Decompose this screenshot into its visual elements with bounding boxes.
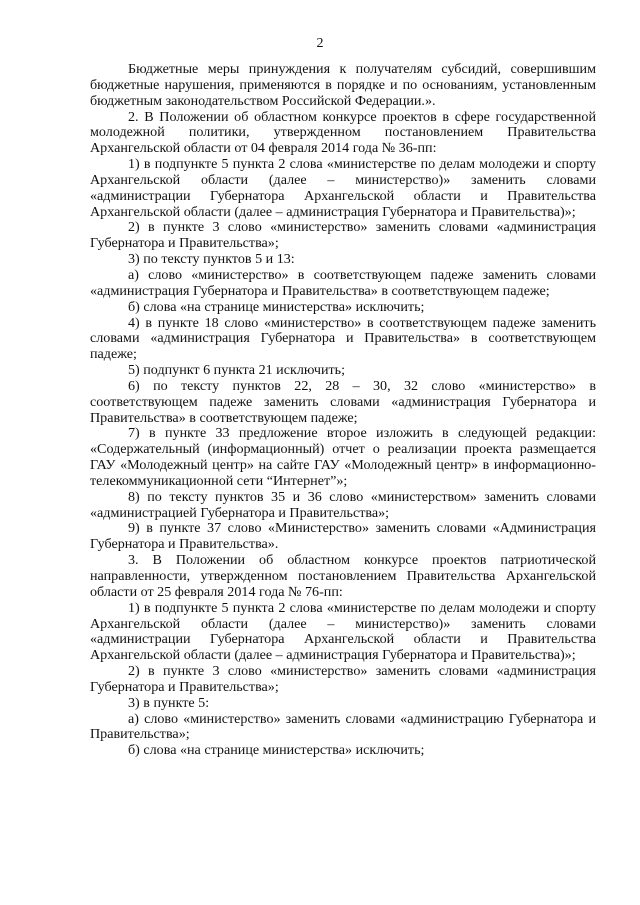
paragraph-2-item-4: 4) в пункте 18 слово «министерство» в соответствующем падеже заменить словами «администрация Губернатора и Правительства» в соответствующем падеже; — [90, 314, 596, 363]
paragraph-budget-measures: Бюджетные меры принуждения к получателям субсидий, совершившим бюджетные нарушения, применяются в порядке и по основаниям, установленным бюджетным законодательством Российской Федерации.». — [90, 61, 596, 109]
paragraph-2-item-1: 1) в подпункте 5 пункта 2 слова «министерстве по делам молодежи и спорту Архангельской области (далее – министерство)» заменить словами «администрации Губернатора Архангельской области и Правительства Архангельской области (далее – администрация Губернатора и Правительства)»; — [90, 156, 596, 220]
paragraph-2-item-3: 3) по тексту пунктов 5 и 13: — [128, 251, 295, 268]
paragraph-2-item-2: 2) в пункте 3 слово «министерство» заменить словами «администрация Губернатора и Правительства»; — [90, 219, 596, 252]
paragraph-3-item-3a: а) слово «министерство» заменить словами «администрацию Губернатора и Правительства»; — [90, 710, 596, 743]
paragraph-3-item-1: 1) в подпункте 5 пункта 2 слова «министерстве по делам молодежи и спорту Архангельской области (далее – министерство)» заменить словами «администрации Губернатора Архангельской области и Правительства Архангельской области (далее – администрация Губернатора и Правительства)»; — [90, 599, 596, 664]
paragraph-2-item-6: 6) по тексту пунктов 22, 28 – 30, 32 слово «министерство» в соответствующем падеже заменить словами «администрация Губернатора и Правительства» в соответствующем падеже; — [90, 377, 596, 426]
paragraph-2-item-8: 8) по тексту пунктов 35 и 36 слово «министерством» заменить словами «администрацией Губернатора и Правительства»; — [90, 488, 596, 521]
paragraph-section-3: 3. В Положении об областном конкурсе проектов патриотической направленности, утвержденном постановлением Правительства Архангельской области от 25 февраля 2014 года № 76-пп: — [90, 552, 596, 600]
paragraph-3-item-2: 2) в пункте 3 слово «министерство» заменить словами «администрация Губернатора и Правительства»; — [90, 663, 596, 695]
page-number: 2 — [316, 36, 324, 51]
document-body — [90, 62, 596, 759]
paragraph-2-item-3b: б) слова «на странице министерства» исключить; — [128, 298, 425, 315]
paragraph-2-item-3a: а) слово «министерство» в соответствующем падеже заменить словами «администрация Губернатора и Правительства» в соответствующем падеже; — [90, 266, 596, 299]
paragraph-3-item-3b: б) слова «на странице министерства» исключить; — [128, 742, 425, 759]
paragraph-2-item-7: 7) в пункте 33 предложение второе изложить в следующей редакции: «Содержательный (информационный) отчет о реализации проекта размещается ГАУ «Молодежный центр» на сайте ГАУ «Молодежный центр» в информационно-телекоммуникационной сети “Интернет”»; — [90, 425, 596, 489]
paragraph-2-item-5: 5) подпункт 6 пункта 21 исключить; — [128, 362, 345, 379]
paragraph-3-item-3: 3) в пункте 5: — [128, 694, 210, 711]
paragraph-2-item-9: 9) в пункте 37 слово «Министерство» заменить словами «Администрация Губернатора и Правительства». — [90, 520, 596, 553]
paragraph-section-2: 2. В Положении об областном конкурсе проектов в сфере государственной молодежной политики, утвержденном постановлением Правительства Архангельской области от 04 февраля 2014 года № 36-пп: — [90, 108, 596, 157]
